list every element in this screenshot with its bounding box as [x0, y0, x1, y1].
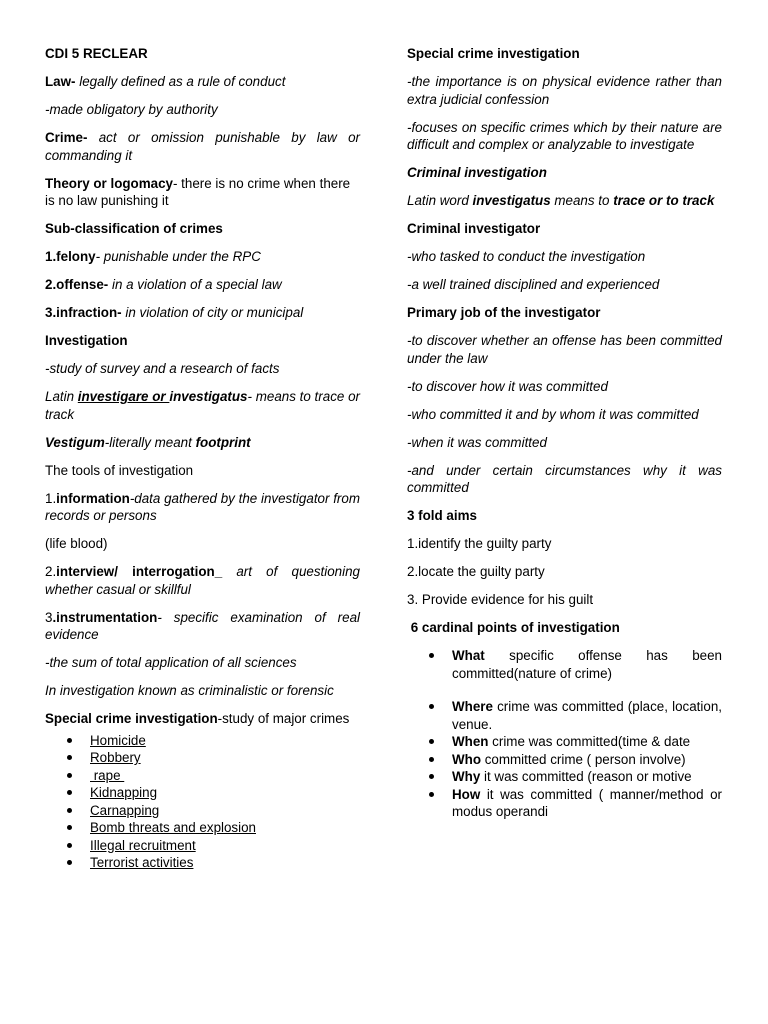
- tools-heading: The tools of investigation: [45, 462, 194, 478]
- list-item: [45, 732, 360, 750]
- primary-job-item: -and under certain circumstances why it was committed: [407, 462, 722, 495]
- point-text: crime was committed (place, location, venue.: [452, 699, 722, 732]
- point-text: it was committed ( manner/method or modus operandi: [452, 786, 722, 819]
- criminal-investigator-heading: Criminal investigator: [407, 221, 541, 236]
- crime-item: Carnapping: [90, 802, 160, 818]
- crime-item: Homicide: [90, 732, 146, 748]
- primary-job-item: -to discover whether an offense has been committed under the law: [407, 333, 722, 366]
- latin-word: investigare or: [77, 389, 170, 404]
- latin-suffix: - means to trace or track: [45, 389, 360, 422]
- investigation-heading: Investigation: [45, 333, 128, 348]
- latin-word-meaning: trace or to track: [613, 193, 715, 208]
- primary-job-item: -when it was committed: [407, 434, 547, 450]
- latin-word-prefix: Latin word: [407, 193, 473, 208]
- aim-item: 3. Provide evidence for his guilt: [407, 592, 594, 607]
- list-item: [45, 854, 360, 872]
- list-item: [45, 784, 360, 802]
- information-term: information: [56, 490, 130, 506]
- list-item: [407, 751, 722, 769]
- point-term: What: [452, 648, 485, 663]
- law-term: Law-: [45, 74, 76, 89]
- latin-word-term: investigatus: [472, 193, 551, 208]
- crime-item: Kidnapping: [90, 785, 158, 800]
- list-item: [45, 749, 360, 767]
- point-text: it was committed (reason or motive: [480, 769, 692, 784]
- point-text: committed crime ( person involve): [481, 751, 686, 767]
- information-number: 1.: [45, 490, 57, 506]
- crime-term: Crime-: [45, 130, 88, 145]
- interview-term: interview/ interrogation_: [56, 564, 223, 579]
- list-item: [407, 733, 722, 751]
- theory-term: Theory or logomacy: [45, 175, 173, 191]
- point-term: When: [452, 734, 489, 749]
- crime-paragraph: [45, 129, 360, 164]
- point-term: Where: [452, 699, 493, 714]
- crime-item: Terrorist activities: [90, 855, 194, 870]
- vestigum-term: Vestigum: [45, 434, 105, 450]
- right-column: [407, 45, 722, 821]
- focuses-paragraph: -focuses on specific crimes which by their nature are difficult and complex or analyzable to investigate: [407, 119, 722, 152]
- document-title: CDI 5 RECLEAR: [45, 46, 148, 61]
- felony-paragraph: [45, 248, 360, 266]
- point-term: Why: [452, 769, 481, 784]
- aim-item: 2.locate the guilty party: [407, 564, 545, 579]
- vestigum-word: footprint: [195, 434, 251, 450]
- bullet-icon: [67, 825, 72, 830]
- cardinal-points-list: [407, 647, 722, 821]
- primary-job-heading: Primary job of the investigator: [407, 305, 601, 320]
- point-term: How: [452, 786, 481, 802]
- criminalistic-note: In investigation known as criminalistic or forensic: [45, 683, 334, 698]
- bullet-icon: [429, 757, 434, 762]
- latin-paragraph: [45, 388, 360, 423]
- theory-definition: - there is no crime when there is no law punishing it: [45, 175, 351, 208]
- special-investigation-heading: Special crime investigation: [407, 46, 580, 61]
- special-crime-paragraph: [45, 710, 360, 728]
- bullet-icon: [67, 755, 72, 760]
- importance-paragraph: -the importance is on physical evidence rather than extra judicial confession: [407, 74, 722, 107]
- primary-job-item: -to discover how it was committed: [407, 378, 608, 394]
- list-item: [407, 647, 722, 682]
- law-authority: -made obligatory by authority: [45, 102, 218, 117]
- bullet-icon: [67, 738, 72, 743]
- bullet-icon: [429, 792, 434, 797]
- special-crime-definition: -study of major crimes: [217, 711, 350, 726]
- latin-word-2: investigatus: [169, 389, 248, 404]
- list-item: [45, 837, 360, 855]
- bullet-icon: [67, 790, 72, 795]
- crime-definition: act or omission punishable by law or commanding it: [45, 130, 360, 163]
- bullet-icon: [429, 704, 434, 709]
- latin-word-middle: means to: [550, 193, 614, 208]
- bullet-icon: [429, 774, 434, 779]
- crime-item: rape: [90, 767, 125, 783]
- infraction-paragraph: [45, 304, 360, 322]
- cardinal-points-heading: 6 cardinal points of investigation: [407, 620, 620, 635]
- infraction-term: 3.infraction-: [45, 305, 122, 320]
- information-definition: -data gathered by the investigator from records or persons: [45, 490, 360, 523]
- instrumentation-definition: - specific examination of real evidence: [45, 609, 360, 642]
- bullet-icon: [67, 808, 72, 813]
- major-crimes-list: [45, 732, 360, 872]
- information-paragraph: [45, 490, 360, 525]
- list-item: [45, 802, 360, 820]
- bullet-icon: [67, 773, 72, 778]
- offense-term: 2.offense-: [45, 277, 109, 292]
- primary-job-item: -who committed it and by whom it was committed: [407, 406, 699, 422]
- bullet-icon: [67, 860, 72, 865]
- left-column: [45, 45, 360, 872]
- latin-prefix: Latin: [45, 389, 78, 404]
- who-tasked: -who tasked to conduct the investigation: [407, 249, 646, 264]
- point-text: specific offense has been committed(nature of crime): [452, 648, 722, 681]
- felony-definition: - punishable under the RPC: [95, 249, 261, 264]
- interview-definition: art of questioning whether casual or skillful: [45, 564, 361, 597]
- subclass-heading: Sub-classification of crimes: [45, 221, 223, 236]
- instrumentation-term: .instrumentation: [52, 609, 158, 625]
- crime-item: Illegal recruitment: [90, 837, 196, 853]
- list-item: [45, 767, 360, 785]
- investigation-definition: -study of survey and a research of facts: [45, 361, 280, 376]
- instrumentation-number: 3: [45, 609, 53, 625]
- offense-paragraph: [45, 276, 360, 294]
- bullet-icon: [429, 653, 434, 658]
- aim-item: 1.identify the guilty party: [407, 536, 552, 551]
- interview-paragraph: [45, 563, 360, 598]
- instrumentation-paragraph: [45, 609, 360, 644]
- vestigum-paragraph: [45, 434, 360, 452]
- list-item: [407, 768, 722, 786]
- bullet-icon: [429, 739, 434, 744]
- well-trained: -a well trained disciplined and experienced: [407, 277, 660, 292]
- special-crime-term: Special crime investigation: [45, 711, 218, 726]
- felony-term: 1.felony: [45, 249, 96, 264]
- theory-paragraph: [45, 175, 360, 210]
- list-item: [45, 819, 360, 837]
- offense-definition: in a violation of a special law: [108, 277, 282, 292]
- point-text: crime was committed(time & date: [488, 734, 691, 749]
- life-blood: (life blood): [45, 536, 108, 551]
- latin-word-paragraph: [407, 192, 722, 210]
- aims-heading: 3 fold aims: [407, 508, 477, 523]
- list-item: [407, 786, 722, 821]
- law-definition: legally defined as a rule of conduct: [75, 74, 286, 89]
- sum-of-sciences: -the sum of total application of all sciences: [45, 655, 297, 670]
- criminal-investigation-heading: Criminal investigation: [407, 165, 547, 180]
- bullet-icon: [67, 843, 72, 848]
- crime-item: Bomb threats and explosion: [90, 820, 256, 835]
- infraction-definition: in violation of city or municipal: [121, 305, 304, 320]
- point-term: Who: [452, 751, 481, 767]
- list-item: [407, 698, 722, 733]
- law-paragraph: [45, 73, 360, 91]
- vestigum-middle: -literally meant: [104, 434, 196, 450]
- interview-number: 2.: [45, 564, 57, 579]
- crime-item: Robbery: [90, 750, 141, 765]
